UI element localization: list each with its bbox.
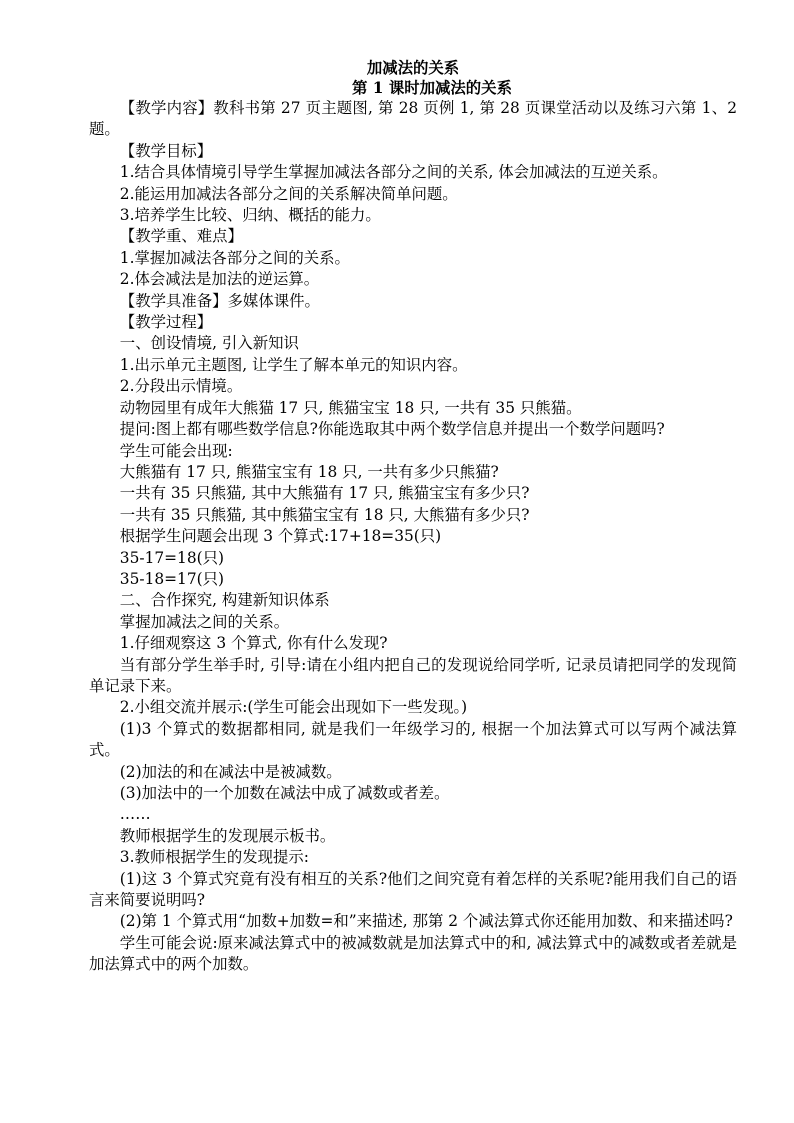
section-heading-key-points: 【教学重、难点】: [119, 227, 243, 246]
paragraph: (1)这 3 个算式究竟有没有相互的关系?他们之间究竟有着怎样的关系呢?能用我们自己的语言来简要说明吗?: [89, 869, 737, 910]
goal-item: 3.培养学生比较、归纳、概括的能力。: [119, 206, 381, 225]
lesson-title: 第 1 课时加减法的关系: [352, 79, 512, 97]
paragraph: 一共有 35 只熊猫, 其中熊猫宝宝有 18 只, 大熊猫有多少只?: [119, 505, 530, 524]
paragraph: 2.小组交流并展示:(学生可能会出现如下一些发现。): [119, 698, 468, 717]
paragraph: 当有部分学生举手时, 引导:请在小组内把自己的发现说给同学听, 记录员请把同学的发现简单记录下来。: [89, 655, 737, 695]
teaching-materials: 【教学具准备】多媒体课件。: [119, 291, 320, 310]
paragraph: (2)加法的和在减法中是被减数。: [119, 762, 342, 781]
paragraph: 大熊猫有 17 只, 熊猫宝宝有 18 只, 一共有多少只熊猫?: [119, 462, 499, 481]
paragraph: 教师根据学生的发现展示板书。: [119, 826, 336, 845]
paragraph: 掌握加减法之间的关系。: [119, 612, 290, 631]
paragraph: (1)3 个算式的数据都相同, 就是我们一年级学习的, 根据一个加法算式可以写两个减法算式。: [89, 719, 737, 760]
document-page: [89, 58, 737, 976]
process-step-heading: 二、合作探究, 构建新知识体系: [119, 591, 330, 610]
formula: 35-18=17(只): [119, 569, 225, 588]
ellipsis: ……: [119, 805, 151, 824]
paragraph: 动物园里有成年大熊猫 17 只, 熊猫宝宝 18 只, 一共有 35 只熊猫。: [119, 398, 582, 417]
teaching-content: 【教学内容】教科书第 27 页主题图, 第 28 页例 1, 第 28 页课堂活动以及练习六第 1、2 题。: [89, 99, 737, 139]
key-point-item: 1.掌握加减法各部分之间的关系。: [119, 248, 350, 267]
goal-item: 1.结合具体情境引导学生掌握加减法各部分之间的关系, 体会加减法的互逆关系。: [119, 163, 668, 182]
paragraph: 1.仔细观察这 3 个算式, 你有什么发现?: [119, 634, 388, 653]
paragraph: 提问:图上都有哪些数学信息?你能选取其中两个数学信息并提出一个数学问题吗?: [119, 420, 665, 439]
paragraph: 2.分段出示情境。: [119, 377, 243, 396]
key-point-item: 2.体会减法是加法的逆运算。: [119, 270, 320, 289]
paragraph: (2)第 1 个算式用“加数+加数=和”来描述, 那第 2 个减法算式你还能用加数、和来描述吗?: [119, 912, 733, 931]
formula: 35-17=18(只): [119, 548, 225, 567]
paragraph: 1.出示单元主题图, 让学生了解本单元的知识内容。: [119, 355, 468, 374]
document-title: 加减法的关系: [366, 59, 460, 77]
paragraph: 3.教师根据学生的发现提示:: [119, 848, 309, 867]
paragraph: 一共有 35 只熊猫, 其中大熊猫有 17 只, 熊猫宝宝有多少只?: [119, 484, 530, 503]
process-step-heading: 一、创设情境, 引入新知识: [119, 334, 299, 353]
paragraph: 根据学生问题会出现 3 个算式:17+18=35(只): [119, 527, 442, 546]
paragraph: (3)加法中的一个加数在减法中成了减数或者差。: [119, 784, 450, 802]
section-heading-process: 【教学过程】: [119, 313, 213, 332]
paragraph: 学生可能会出现:: [119, 441, 233, 460]
paragraph: 学生可能会说:原来减法算式中的被减数就是加法算式中的和, 减法算式中的减数或者差就是加法算式中的两个加数。: [89, 933, 737, 974]
section-heading-goals: 【教学目标】: [119, 141, 213, 160]
goal-item: 2.能运用加减法各部分之间的关系解决简单问题。: [119, 184, 458, 203]
